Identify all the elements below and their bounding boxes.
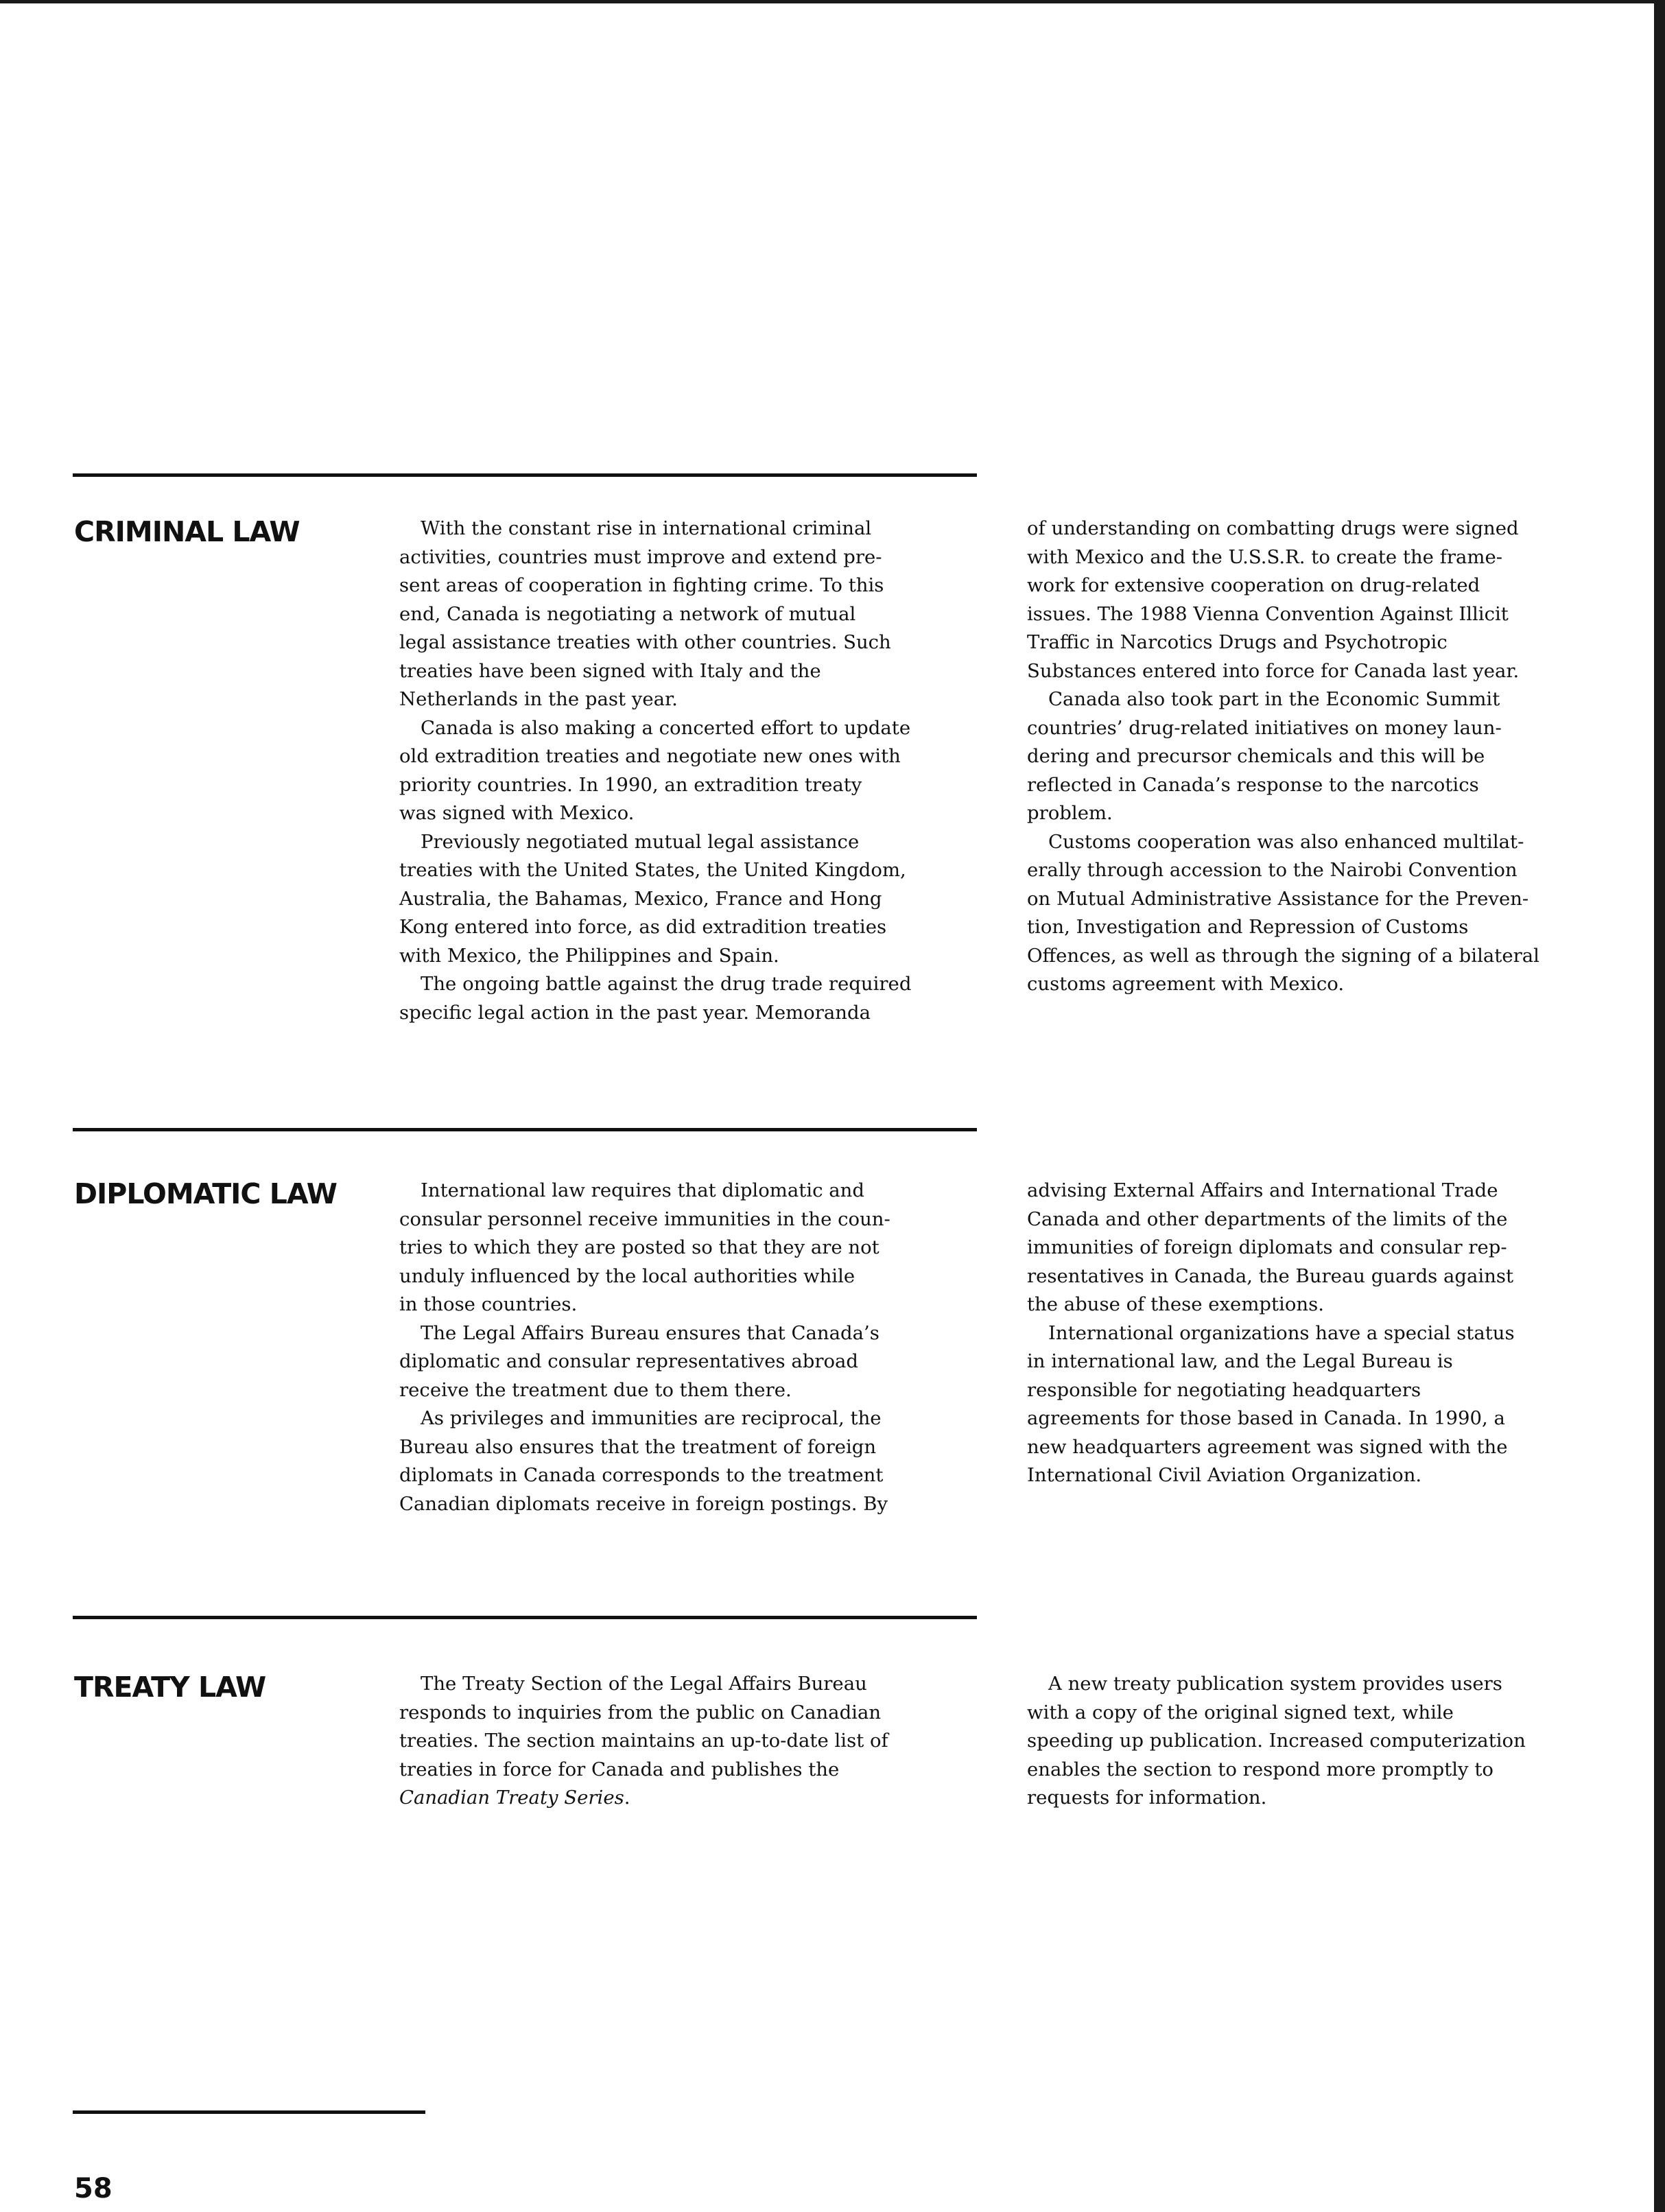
text-line: Kong entered into force, as did extradition treaties xyxy=(399,916,887,938)
paragraph xyxy=(399,1177,962,1319)
text-line: International organizations have a special status xyxy=(1048,1321,1515,1344)
text-line: new headquarters agreement was signed with the xyxy=(1027,1435,1508,1458)
text-line: responsible for negotiating headquarters xyxy=(1027,1378,1421,1401)
text-line: sent areas of cooperation in fighting crime. To this xyxy=(399,574,884,596)
text-line: immunities of foreign diplomats and consular rep- xyxy=(1027,1236,1507,1258)
text-line: was signed with Mexico. xyxy=(399,802,635,824)
text-line: priority countries. In 1990, an extradition treaty xyxy=(399,773,862,796)
text-line: erally through accession to the Nairobi Convention xyxy=(1027,859,1518,881)
text-line: As privileges and immunities are reciprocal, the xyxy=(421,1407,882,1429)
text-line: Previously negotiated mutual legal assistance xyxy=(421,830,860,853)
paragraph xyxy=(399,714,962,828)
text-line: International law requires that diplomatic and xyxy=(421,1179,864,1201)
text-line: The ongoing battle against the drug trade required xyxy=(421,973,912,995)
text-line: diplomats in Canada corresponds to the treatment xyxy=(399,1464,884,1486)
text-line: Substances entered into force for Canada last year. xyxy=(1027,659,1520,682)
paragraph xyxy=(399,970,962,1027)
section-rule-treaty-law xyxy=(73,1616,977,1619)
text-line: with Mexico, the Philippines and Spain. xyxy=(399,944,779,967)
text-line: Customs cooperation was also enhanced multilat- xyxy=(1048,830,1524,853)
heading-criminal-law: CRIMINAL LAW xyxy=(74,515,300,548)
section-rule-diplomatic-law xyxy=(73,1128,977,1131)
treaty-law-left-column xyxy=(399,1670,962,1813)
text-line: Bureau also ensures that the treatment of foreign xyxy=(399,1435,877,1458)
text-line: end, Canada is negotiating a network of mutual xyxy=(399,602,856,625)
publication-title-suffix: . xyxy=(624,1787,630,1809)
text-line: in international law, and the Legal Bureau is xyxy=(1027,1350,1453,1372)
text-line: with Mexico and the U.S.S.R. to create the frame- xyxy=(1027,545,1503,568)
text-line: problem. xyxy=(1027,802,1113,824)
paragraph xyxy=(1027,1319,1596,1490)
text-line: tries to which they are posted so that they are not xyxy=(399,1236,879,1258)
diplomatic-law-left-column xyxy=(399,1177,962,1518)
paragraph xyxy=(399,1319,962,1405)
paragraph xyxy=(1027,1670,1596,1813)
heading-treaty-law: TREATY LAW xyxy=(74,1671,266,1704)
text-line: tion, Investigation and Repression of Customs xyxy=(1027,916,1469,938)
text-line: treaties have been signed with Italy and the xyxy=(399,659,821,682)
text-line: receive the treatment due to them there. xyxy=(399,1378,792,1401)
text-line: International Civil Aviation Organization. xyxy=(1027,1464,1422,1486)
section-rule-criminal-law xyxy=(73,473,977,477)
text-line: on Mutual Administrative Assistance for the Preven- xyxy=(1027,887,1529,910)
text-line: speeding up publication. Increased computerization xyxy=(1027,1730,1526,1752)
text-line: The Legal Affairs Bureau ensures that Canada’s xyxy=(421,1321,879,1344)
text-line: resentatives in Canada, the Bureau guards against xyxy=(1027,1264,1514,1287)
text-line: activities, countries must improve and extend pre- xyxy=(399,545,882,568)
text-line: reflected in Canada’s response to the narcotics xyxy=(1027,773,1479,796)
paragraph xyxy=(399,828,962,971)
text-line: treaties with the United States, the United Kingdom, xyxy=(399,859,906,881)
text-line: A new treaty publication system provides users xyxy=(1048,1673,1502,1695)
text-line: With the constant rise in international criminal xyxy=(421,517,872,539)
text-line: customs agreement with Mexico. xyxy=(1027,973,1345,995)
text-line: Canada and other departments of the limits of the xyxy=(1027,1208,1508,1230)
text-line: Canada is also making a concerted effort to update xyxy=(421,716,911,739)
text-line: of understanding on combatting drugs were signed xyxy=(1027,517,1519,539)
paragraph xyxy=(1027,515,1596,685)
text-line: work for extensive cooperation on drug-related xyxy=(1027,574,1480,596)
text-line: unduly influenced by the local authorities while xyxy=(399,1264,855,1287)
text-line: consular personnel receive immunities in the coun- xyxy=(399,1208,890,1230)
text-line: old extradition treaties and negotiate new ones with xyxy=(399,745,901,767)
text-line: agreements for those based in Canada. In 1990, a xyxy=(1027,1407,1505,1429)
paragraph xyxy=(399,515,962,714)
scan-top-edge xyxy=(0,0,1665,3)
text-line: Australia, the Bahamas, Mexico, France and Hong xyxy=(399,887,882,910)
heading-diplomatic-law: DIPLOMATIC LAW xyxy=(74,1177,338,1210)
text-line: Offences, as well as through the signing of a bilateral xyxy=(1027,944,1539,967)
text-line: Traffic in Narcotics Drugs and Psychotropic xyxy=(1027,631,1448,653)
text-line: specific legal action in the past year. Memoranda xyxy=(399,1001,871,1024)
text-line: Canada also took part in the Economic Summit xyxy=(1048,688,1500,710)
scan-binding-edge xyxy=(1654,0,1665,2212)
text-line: requests for information. xyxy=(1027,1787,1267,1809)
criminal-law-left-column xyxy=(399,515,962,1027)
paragraph xyxy=(399,1404,962,1518)
publication-title: Canadian Treaty Series xyxy=(399,1787,624,1809)
text-line: countries’ drug-related initiatives on money laun- xyxy=(1027,716,1502,739)
diplomatic-law-right-column xyxy=(1027,1177,1596,1490)
text-line: with a copy of the original signed text, while xyxy=(1027,1701,1454,1723)
paragraph xyxy=(1027,685,1596,828)
text-line: advising External Affairs and International Trade xyxy=(1027,1179,1498,1201)
text-line: Netherlands in the past year. xyxy=(399,688,678,710)
treaty-law-right-column xyxy=(1027,1670,1596,1813)
text-line: the abuse of these exemptions. xyxy=(1027,1293,1324,1315)
text-line: dering and precursor chemicals and this will be xyxy=(1027,745,1485,767)
footer-rule xyxy=(73,2110,425,2114)
page-number: 58 xyxy=(74,2173,113,2204)
text-line: responds to inquiries from the public on Canadian xyxy=(399,1701,882,1723)
text-line: Canadian diplomats receive in foreign postings. By xyxy=(399,1492,888,1515)
paragraph xyxy=(1027,828,1596,999)
text-line: legal assistance treaties with other countries. Such xyxy=(399,631,891,653)
paragraph xyxy=(1027,1177,1596,1319)
text-line: The Treaty Section of the Legal Affairs Bureau xyxy=(421,1673,867,1695)
criminal-law-right-column xyxy=(1027,515,1596,999)
paragraph xyxy=(399,1670,962,1813)
text-line: enables the section to respond more promptly to xyxy=(1027,1758,1493,1780)
text-line: issues. The 1988 Vienna Convention Against Illicit xyxy=(1027,602,1509,625)
text-line: in those countries. xyxy=(399,1293,578,1315)
text-line: treaties in force for Canada and publishes the xyxy=(399,1758,840,1780)
text-line: diplomatic and consular representatives abroad xyxy=(399,1350,859,1372)
text-line xyxy=(399,1784,962,1813)
text-line: treaties. The section maintains an up-to-date list of xyxy=(399,1730,888,1752)
